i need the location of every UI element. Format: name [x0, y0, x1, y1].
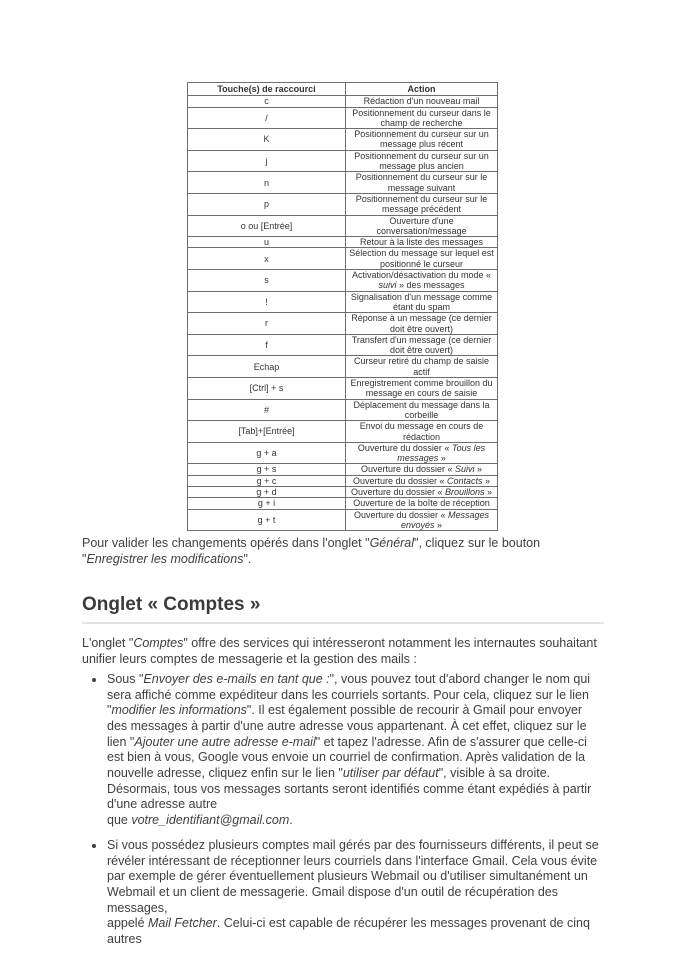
shortcut-action-cell: Positionnement du curseur sur le message précédent: [346, 193, 498, 215]
table-row: [188, 150, 498, 172]
shortcut-action-cell: Transfert d'un message (ce dernier doit être ouvert): [346, 334, 498, 356]
bullet-item: • Si vous possédez plusieurs comptes mail gérés par des fournisseurs différents, il peut se révéler intéressant de réceptionner leurs courriels dans l'interface Gmail. Cela vous évite par exemple de gérer éventuellement plusieurs Webmail ou d'utiliser simultanément un Webmail et un client de messagerie. Gmail dispose d'un outil de récupération des messages, appelé Mail Fetcher. Celui-ci est capable de récupérer les messages provenant de cinq autres: [106, 838, 604, 948]
document-content: [82, 536, 604, 957]
shortcut-action-cell: Enregistrement comme brouillon du message en cours de saisie: [346, 378, 498, 400]
shortcut-key-cell: [Ctrl] + s: [188, 378, 346, 400]
table-row: [188, 498, 498, 509]
table-row: [188, 96, 498, 107]
table-row: [188, 421, 498, 443]
table-row: [188, 291, 498, 313]
shortcut-key-cell: g + t: [188, 509, 346, 531]
shortcuts-table-body: [188, 96, 498, 531]
table-row: [188, 399, 498, 421]
shortcut-action-cell: Signalisation d'un message comme étant du spam: [346, 291, 498, 313]
shortcut-key-cell: s: [188, 270, 346, 292]
shortcut-key-cell: g + c: [188, 475, 346, 486]
shortcut-action-cell: Positionnement du curseur sur le message suivant: [346, 172, 498, 194]
shortcut-action-cell: Ouverture du dossier « Contacts »: [346, 475, 498, 486]
table-row: [188, 356, 498, 378]
shortcut-action-cell: Positionnement du curseur sur un message plus récent: [346, 129, 498, 151]
shortcut-action-cell: Curseur retiré du champ de saisie actif: [346, 356, 498, 378]
shortcut-action-cell: Ouverture du dossier « Suivi »: [346, 464, 498, 475]
shortcut-key-cell: f: [188, 334, 346, 356]
table-row: [188, 378, 498, 400]
table-row: [188, 464, 498, 475]
table-row: [188, 107, 498, 129]
table-row: [188, 313, 498, 335]
table-header-key: Touche(s) de raccourci: [188, 83, 346, 96]
shortcut-key-cell: r: [188, 313, 346, 335]
shortcut-action-cell: Positionnement du curseur dans le champ de recherche: [346, 107, 498, 129]
shortcut-key-cell: j: [188, 150, 346, 172]
shortcut-action-cell: Activation/désactivation du mode « suivi » des messages: [346, 270, 498, 292]
shortcut-key-cell: /: [188, 107, 346, 129]
table-row: [188, 248, 498, 270]
table-row: [188, 475, 498, 486]
shortcut-key-cell: n: [188, 172, 346, 194]
shortcut-action-cell: Réponse à un message (ce dernier doit être ouvert): [346, 313, 498, 335]
shortcut-key-cell: g + a: [188, 442, 346, 464]
accounts-bullet-list: [82, 672, 604, 948]
shortcut-action-cell: Ouverture du dossier « Messages envoyés »: [346, 509, 498, 531]
paragraph-accounts-intro: L'onglet "Comptes" offre des services qui intéresseront notamment les internautes souhaitant unifier leurs comptes de messagerie et la gestion des mails :: [82, 636, 597, 667]
table-row: [188, 237, 498, 248]
table-row: [188, 486, 498, 497]
shortcut-key-cell: #: [188, 399, 346, 421]
section-heading-comptes: Onglet « Comptes »: [82, 594, 604, 624]
shortcut-action-cell: Retour à la liste des messages: [346, 237, 498, 248]
table-row: [188, 193, 498, 215]
shortcut-key-cell: o ou [Entrée]: [188, 215, 346, 237]
paragraph-save-changes: Pour valider les changements opérés dans l'onglet "Général", cliquez sur le bouton "Enregistrer les modifications".: [82, 536, 541, 566]
shortcut-key-cell: !: [188, 291, 346, 313]
shortcuts-table-block: [187, 82, 497, 531]
table-row: [188, 334, 498, 356]
shortcut-key-cell: g + s: [188, 464, 346, 475]
table-row: [188, 509, 498, 531]
shortcut-key-cell: Echap: [188, 356, 346, 378]
shortcut-key-cell: u: [188, 237, 346, 248]
table-header-row: [188, 83, 498, 96]
shortcut-key-cell: x: [188, 248, 346, 270]
table-row: [188, 215, 498, 237]
shortcut-key-cell: p: [188, 193, 346, 215]
shortcut-action-cell: Positionnement du curseur sur un message plus ancien: [346, 150, 498, 172]
table-row: [188, 129, 498, 151]
table-header-action: Action: [346, 83, 498, 96]
shortcut-action-cell: Sélection du message sur lequel est positionné le curseur: [346, 248, 498, 270]
shortcut-action-cell: Ouverture d'une conversation/message: [346, 215, 498, 237]
shortcut-key-cell: c: [188, 96, 346, 107]
shortcut-action-cell: Ouverture de la boîte de réception: [346, 498, 498, 509]
shortcut-action-cell: Envoi du message en cours de rédaction: [346, 421, 498, 443]
shortcut-action-cell: Ouverture du dossier « Tous les messages »: [346, 442, 498, 464]
table-row: [188, 442, 498, 464]
shortcut-action-cell: Ouverture du dossier « Brouillons »: [346, 486, 498, 497]
shortcut-key-cell: g + i: [188, 498, 346, 509]
bullet-item: • Sous "Envoyer des e-mails en tant que :", vous pouvez tout d'abord changer le nom qui sera affiché comme expéditeur dans les courriels sortants. Pour cela, cliquez sur le lien "modifier les informations". Il est également possible de recourir à Gmail pour envoyer des messages à partir d'une autre adresse vous appartenant. À cet effet, cliquez sur le lien "Ajouter une autre adresse e-mail" et tapez l'adresse. Afin de s'assurer que celle-ci est bien à vous, Google vous envoie un courriel de confirmation. Après validation de la nouvelle adresse, cliquez enfin sur le lien "utiliser par défaut", visible à sa droite. Désormais, tous vos messages sortants seront identifiés comme étant expédiés à partir d'une adresse autre que votre_identifiant@gmail.com.: [106, 672, 604, 829]
shortcut-action-cell: Déplacement du message dans la corbeille: [346, 399, 498, 421]
shortcut-key-cell: g + d: [188, 486, 346, 497]
shortcut-action-cell: Rédaction d'un nouveau mail: [346, 96, 498, 107]
table-row: [188, 172, 498, 194]
shortcut-key-cell: K: [188, 129, 346, 151]
table-row: [188, 270, 498, 292]
shortcut-key-cell: [Tab]+[Entrée]: [188, 421, 346, 443]
shortcuts-table: [187, 82, 498, 531]
